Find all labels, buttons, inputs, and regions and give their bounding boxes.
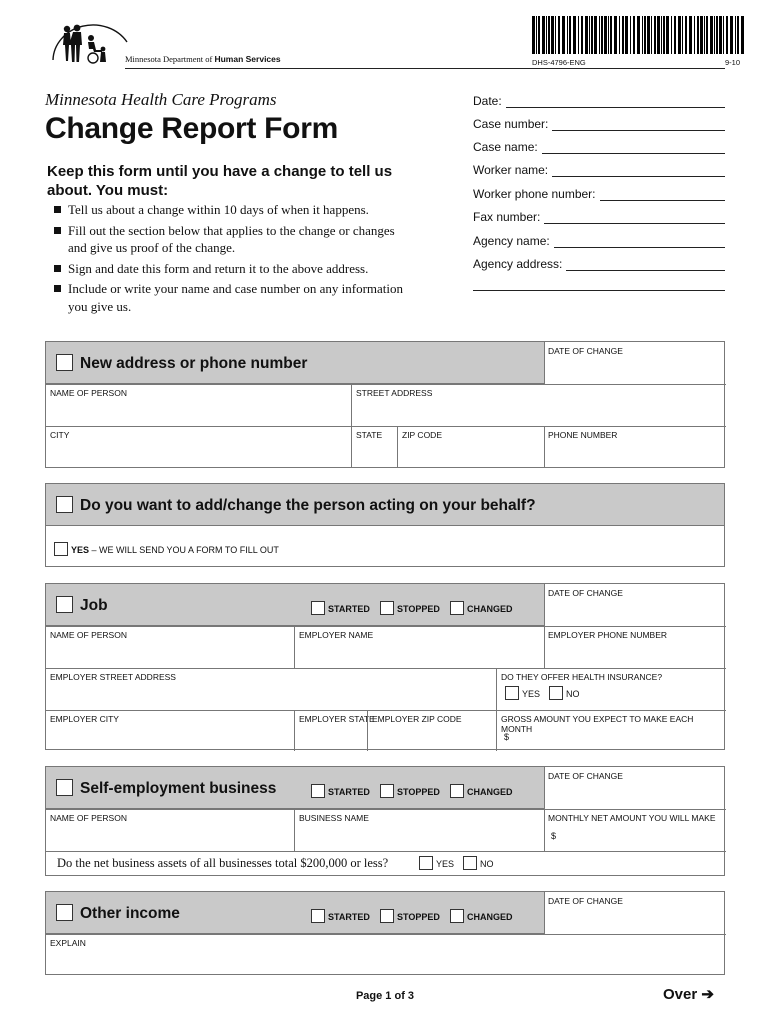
- field-label: EMPLOYER ZIP CODE: [372, 714, 462, 724]
- job-changed-label: CHANGED: [467, 604, 513, 614]
- job-change-checkbox[interactable]: [56, 596, 73, 613]
- case-name-field[interactable]: Case name:: [473, 134, 725, 154]
- behalf-section-title: Do you want to add/change the person acting on your behalf?: [80, 497, 536, 514]
- job-changed-checkbox[interactable]: [450, 601, 464, 615]
- header-rule: [125, 68, 725, 69]
- page-number: Page 1 of 3: [355, 990, 415, 1002]
- assets-no-label: NO: [480, 859, 494, 869]
- field-label: NAME OF PERSON: [50, 388, 127, 398]
- self-employment-title: Self-employment business: [80, 780, 277, 797]
- field-label: EMPLOYER STREET ADDRESS: [50, 672, 176, 682]
- self-changed-checkbox[interactable]: [450, 784, 464, 798]
- field-label: EMPLOYER NAME: [299, 630, 374, 640]
- address-section: [45, 341, 725, 468]
- agency-name: Minnesota Department of Human Services: [125, 54, 281, 64]
- worker-phone-field[interactable]: Worker phone number:: [473, 181, 725, 201]
- job-section: [45, 583, 725, 750]
- assets-question: Do the net business assets of all businesses total $200,000 or less?: [57, 856, 389, 870]
- other-changed-label: CHANGED: [467, 912, 513, 922]
- self-stopped-label: STOPPED: [397, 787, 440, 797]
- field-label: BUSINESS NAME: [299, 813, 369, 823]
- worker-name-field[interactable]: Worker name:: [473, 157, 725, 177]
- instruction-item: Fill out the section below that applies to the change or changes and give us proof of the change.: [52, 222, 412, 257]
- behalf-section: [45, 483, 725, 567]
- barcode: [532, 16, 746, 54]
- other-income-section: [45, 891, 725, 975]
- instruction-heading: Keep this form until you have a change to tell us about. You must:: [47, 163, 393, 199]
- other-changed-checkbox[interactable]: [450, 909, 464, 923]
- other-stopped-checkbox[interactable]: [380, 909, 394, 923]
- address-change-checkbox[interactable]: [56, 354, 73, 371]
- instruction-item: Tell us about a change within 10 days of when it happens.: [52, 201, 412, 219]
- date-field[interactable]: Date:: [473, 88, 725, 108]
- dhs-logo: [45, 20, 135, 68]
- self-employment-checkbox[interactable]: [56, 779, 73, 796]
- other-income-checkbox[interactable]: [56, 904, 73, 921]
- self-started-label: STARTED: [328, 787, 370, 797]
- field-label: GROSS AMOUNT YOU EXPECT TO MAKE EACH MONTH: [501, 714, 694, 734]
- field-label: DATE OF CHANGE: [548, 346, 623, 356]
- field-label: EMPLOYER PHONE NUMBER: [548, 630, 668, 640]
- assets-yes-label: YES: [436, 859, 455, 869]
- insurance-no-label: NO: [566, 689, 580, 699]
- agency-name-field[interactable]: Agency name:: [473, 228, 725, 248]
- field-label: NAME OF PERSON: [50, 630, 127, 640]
- job-section-title: Job: [80, 597, 108, 614]
- behalf-yes-checkbox[interactable]: [54, 542, 68, 556]
- over-indicator: Over ➔: [663, 986, 714, 1003]
- self-stopped-checkbox[interactable]: [380, 784, 394, 798]
- gross-dollar-sign: $: [504, 732, 510, 742]
- field-label: DATE OF CHANGE: [548, 896, 623, 906]
- field-label: PHONE NUMBER: [548, 430, 618, 440]
- insurance-yes-label: YES: [522, 689, 541, 699]
- field-label: DATE OF CHANGE: [548, 588, 623, 598]
- self-changed-label: CHANGED: [467, 787, 513, 797]
- field-label: STATE: [356, 430, 383, 440]
- insurance-yes-checkbox[interactable]: [505, 686, 519, 700]
- field-label: MONTHLY NET AMOUNT YOU WILL MAKE: [548, 813, 716, 823]
- job-started-label: STARTED: [328, 604, 370, 614]
- assets-yes-checkbox[interactable]: [419, 856, 433, 870]
- field-label: DATE OF CHANGE: [548, 771, 623, 781]
- field-label: EXPLAIN: [50, 938, 86, 948]
- explain-cell[interactable]: [46, 934, 726, 976]
- behalf-yes-label: YES – WE WILL SEND YOU A FORM TO FILL OUT: [71, 545, 279, 555]
- field-label: CITY: [50, 430, 70, 440]
- assets-no-checkbox[interactable]: [463, 856, 477, 870]
- address-section-title: New address or phone number: [80, 355, 308, 372]
- other-income-title: Other income: [80, 905, 180, 922]
- revision-date: 9-10: [725, 58, 741, 67]
- case-number-field[interactable]: Case number:: [473, 111, 725, 131]
- self-employment-section: [45, 766, 725, 876]
- instruction-item: Include or write your name and case number on any information you give us.: [52, 280, 412, 315]
- field-label: DO THEY OFFER HEALTH INSURANCE?: [501, 672, 663, 682]
- field-label: EMPLOYER STATE: [299, 714, 375, 724]
- other-started-label: STARTED: [328, 912, 370, 922]
- field-label: EMPLOYER CITY: [50, 714, 119, 724]
- job-started-checkbox[interactable]: [311, 601, 325, 615]
- field-label: ZIP CODE: [402, 430, 442, 440]
- insurance-no-checkbox[interactable]: [549, 686, 563, 700]
- form-id: DHS-4796-ENG: [532, 58, 586, 67]
- self-started-checkbox[interactable]: [311, 784, 325, 798]
- field-label: STREET ADDRESS: [356, 388, 433, 398]
- form-title: Change Report Form: [45, 112, 338, 145]
- other-stopped-label: STOPPED: [397, 912, 440, 922]
- agency-address-field[interactable]: Agency address:: [473, 251, 725, 271]
- instruction-item: Sign and date this form and return it to the above address.: [52, 260, 412, 278]
- instruction-list: [52, 201, 412, 318]
- net-dollar-sign: $: [551, 831, 557, 841]
- job-stopped-checkbox[interactable]: [380, 601, 394, 615]
- job-stopped-label: STOPPED: [397, 604, 440, 614]
- fax-number-field[interactable]: Fax number:: [473, 204, 725, 224]
- other-started-checkbox[interactable]: [311, 909, 325, 923]
- behalf-change-checkbox[interactable]: [56, 496, 73, 513]
- program-name: Minnesota Health Care Programs: [45, 90, 277, 109]
- agency-address-line-2[interactable]: [473, 290, 725, 291]
- field-label: NAME OF PERSON: [50, 813, 127, 823]
